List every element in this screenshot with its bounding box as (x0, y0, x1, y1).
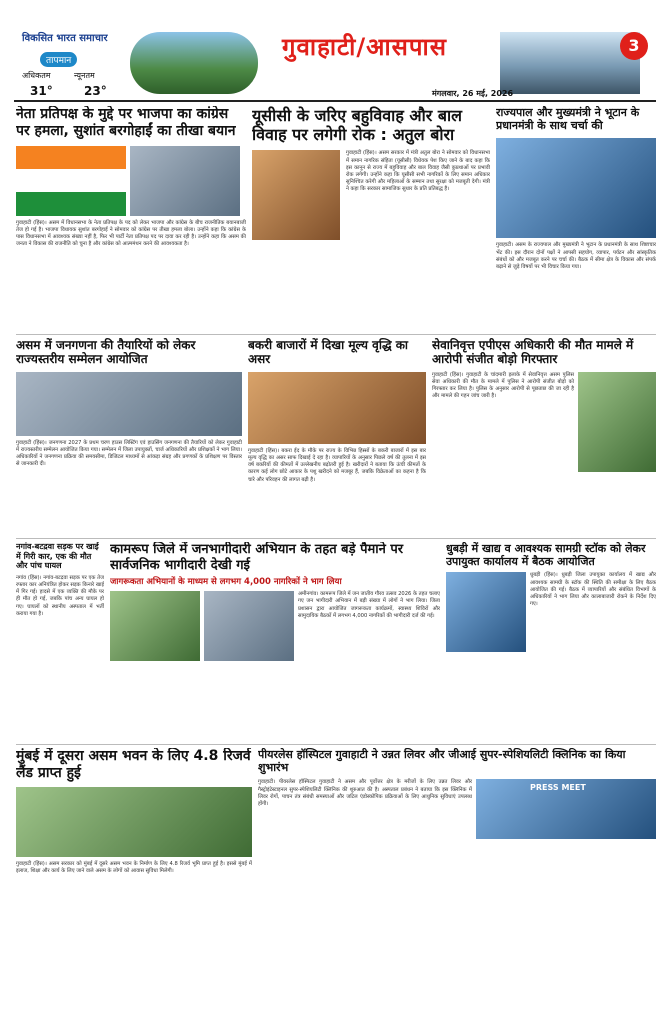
story-body: गुवाहाटी (हिंस)। असम सरकार को मुंबई में दूसरे असम भवन के निर्माण के लिए 4.8 रिजर्व भूमि प्राप्त हुई है। इससे मुंबई में इलाज, शिक्षा और कार्य के लिए जाने वाले असम के लोगों को आवास सुविधा मिलेगी। (16, 860, 252, 874)
campaign-photo (204, 591, 294, 661)
headline: नेता प्रतिपक्ष के मुद्दे पर भाजपा का कांग्रेस पर हमला, सुशांत बरगोहाईं का तीखा बयान (16, 106, 236, 139)
headline: धुबड़ी में खाद्य व आवश्यक सामग्री स्टॉक को लेकर उपायुक्त कार्यालय में बैठक आयोजित (446, 542, 646, 569)
story-body: गुवाहाटी (हिंस)। जनगणना 2027 के प्रथम चरण हाउस लिस्टिंग एवं हाउसिंग जनगणना की तैयारियों को लेकर गुवाहाटी में राज्यस्तरीय सम्मेलन आयोजित किया गया। सम्मेलन में जिला उपायुक्तों, चार्ज अधिकारियों और प्रशिक्षकों ने भाग लिया। अधिकारियों ने जनगणना प्रक्रिया की समयसीमा, डिजिटल माध्यमों से आंकड़ा संग्रह और प्रगणकों के प्रशिक्षण पर विस्तार से जानकारी दी। (16, 439, 242, 468)
subheadline: जागरूकता अभियानों के माध्यम से लगभग 4,000 नागरिकों ने भाग लिया (110, 577, 342, 588)
story-census (16, 338, 242, 534)
masthead-rule (14, 100, 656, 102)
story-assam-bhawan (16, 748, 252, 1018)
story-peerless-clinic (258, 748, 656, 1018)
page-number: 3 (620, 32, 648, 60)
campaign-photo (110, 591, 200, 661)
headline: पीयरलेस हॉस्पिटल गुवाहाटी ने उन्नत लिवर और जीआई सुपर-स्पेशियलिटी क्लिनिक का किया शुभारंभ (258, 748, 626, 775)
headline: यूसीसी के जरिए बहुविवाह और बाल विवाह पर लगेगी रोक : अतुल बोरा (252, 106, 462, 145)
page-title: गुवाहाटी/आसपास (282, 33, 447, 61)
story-goat-market (248, 338, 426, 534)
meeting-photo (446, 572, 526, 652)
story-body: गुवाहाटी। पीयरलेस हॉस्पिटल गुवाहाटी ने असम और पूर्वोत्तर क्षेत्र के मरीजों के लिए उन्नत लिवर और गैस्ट्रोइंटेस्टाइनल सुपर-स्पेशियलिटी क्लिनिक की शुरुआत की है। अस्पताल प्रबंधन ने बताया कि इस क्लिनिक में लिवर रोगों, पाचन तंत्र संबंधी समस्याओं और जटिल एंडोस्कोपिक प्रक्रियाओं के लिए आधुनिक सुविधाएं उपलब्ध होंगी। (258, 779, 472, 807)
divider (16, 538, 656, 539)
max-temp-label: अधिकतम (22, 71, 51, 80)
weather-box (22, 52, 122, 96)
story-body: धुबड़ी (हिंस)। धुबड़ी जिला उपायुक्त कार्यालय में खाद्य और आवश्यक सामग्री के स्टॉक की स्थिति की समीक्षा के लिए बैठक आयोजित की गई। बैठक में व्यापारियों और संबंधित विभागों के अधिकारियों ने भाग लिया और कालाबाजारी रोकने के निर्देश दिए गए। (530, 572, 656, 608)
divider (16, 744, 656, 745)
story-body: गुवाहाटी (हिंस)। असम सरकार में मंत्री अतुल बोरा ने सोमवार को विधानसभा में समान नागरिक संहिता (यूसीसी) विधेयक पेश किए जाने के बाद कहा कि इस कानून से राज्य में बहुविवाह और बाल विवाह जैसी कुप्रथाओं पर प्रभावी रोक लगेगी। उन्होंने कहा कि यूसीसी सभी नागरिकों के लिए समान अधिकार सुनिश्चित करेगी और महिलाओं के सम्मान तथा सुरक्षा को मजबूती देगी। मंत्री ने कहा कि सरकार सामाजिक सुधार के प्रति प्रतिबद्ध है। (346, 150, 490, 193)
story-photo (130, 146, 240, 216)
headline: राज्यपाल और मुख्यमंत्री ने भूटान के प्रधानमंत्री के साथ चर्चा की (496, 106, 640, 133)
headline: बकरी बाजारों में दिखा मूल्य वृद्धि का असर (248, 338, 409, 367)
masthead (0, 0, 670, 100)
story-ucc (252, 106, 490, 332)
weather-label: तापमान (40, 52, 77, 67)
story-kamrup-campaign (110, 542, 440, 740)
conference-photo (16, 372, 242, 436)
story-dhubri-meeting (446, 542, 656, 740)
min-temp-label: न्यूनतम (74, 71, 95, 80)
headline: असम में जनगणना की तैयारियों को लेकर राज्यस्तरीय सम्मेलन आयोजित (16, 338, 196, 367)
story-aps-officer (432, 338, 656, 534)
min-temp: 23° (84, 84, 107, 98)
press-meet-label: PRESS MEET (530, 783, 586, 793)
accused-photo (578, 372, 656, 472)
story-body: गुवाहाटी (हिंस)। असम में विधानसभा के नेता प्रतिपक्ष के पद को लेकर भाजपा और कांग्रेस के बीच राजनीतिक बयानबाजी तेज हो गई है। भाजपा विधायक सुशांत बरगोहाईं ने सोमवार को कांग्रेस पर तीखा हमला बोला। उन्होंने कहा कि कांग्रेस के पास विधानसभा में आवश्यक संख्या नहीं है, फिर भी पार्टी नेता प्रतिपक्ष पद पर दावा कर रही है। उन्होंने कहा कि असम की जनता ने विकास की राजनीति को चुना है और कांग्रेस को आत्ममंथन करने की आवश्यकता है। (16, 219, 246, 248)
divider (16, 334, 656, 335)
headline: मुंबई में दूसरा असम भवन के लिए 4.8 रिजर्व लैंड प्राप्त हुई (16, 748, 251, 781)
headline: नगांव-बटद्रवा सड़क पर खाई में गिरी कार, एक की मौत और पांच घायल (16, 542, 99, 571)
story-body: गुवाहाटी (हिंस)। बकरा ईद के मौके पर राज्य के विभिन्न हिस्सों के बकरी बाजारों में इस बार मूल्य वृद्धि का असर साफ दिखाई दे रहा है। व्यापारियों के अनुसार पिछले वर्ष की तुलना में इस वर्ष बकरियों की कीमतों में उल्लेखनीय बढ़ोतरी हुई है। खरीदारों ने बताया कि ऊंची कीमतों के कारण कई लोग छोटे आकार के पशु खरीदने को मजबूर हैं, जबकि विक्रेताओं का कहना है कि चारे और परिवहन की लागत बढ़ी है। (248, 447, 426, 483)
story-body: नगांव (हिंस)। नगांव-बटद्रवा सड़क पर एक तेज रफ्तार कार अनियंत्रित होकर सड़क किनारे खाई में गिर गई। हादसे में एक व्यक्ति की मौके पर ही मौत हो गई, जबकि पांच अन्य घायल हो गए। घायलों को स्थानीय अस्पताल में भर्ती कराया गया है। (16, 574, 104, 617)
headline: सेवानिवृत्त एपीएस अधिकारी की मौत मामले में आरोपी संजीत बोड़ो गिरफ्तार (432, 338, 634, 367)
land-photo (16, 787, 252, 857)
issue-date: मंगलवार, 26 मई, 2026 (432, 89, 514, 98)
story-road-accident (16, 542, 104, 740)
story-body: अमीनगांव। कामरूप जिले में जन जातीय गौरव उत्सव 2026 के तहत चलाए गए जन भागीदारी अभियान में बड़ी संख्या में लोगों ने भाग लिया। जिला प्रशासन द्वारा आयोजित जागरूकता कार्यक्रमों, स्वास्थ्य शिविरों और सामुदायिक बैठकों में लगभग 4,000 नागरिकों की भागीदारी दर्ज की गई। (298, 591, 440, 619)
story-body: गुवाहाटी (हिंस)। गुवाहाटी के चांदमारी इलाके में सेवानिवृत्त असम पुलिस सेवा अधिकारी की मौत के मामले में पुलिस ने आरोपी संजीत बोड़ो को गिरफ्तार कर लिया है। पुलिस के अनुसार आरोपी से पूछताछ की जा रही है और मामले की गहन जांच जारी है। (432, 371, 574, 400)
story-opposition-leader (16, 106, 246, 332)
minister-photo (252, 150, 340, 240)
city-photo (130, 32, 258, 94)
bridge-photo (500, 32, 640, 94)
story-bhutan-pm (496, 106, 656, 332)
meeting-photo (496, 138, 656, 238)
market-photo (248, 372, 426, 444)
max-temp: 31° (30, 84, 53, 98)
headline: कामरूप जिले में जनभागीदारी अभियान के तहत बड़े पैमाने पर सार्वजनिक भागीदारी देखी गई (110, 542, 404, 573)
press-meet-photo (476, 779, 656, 839)
brand-name: विकसित भारत समाचार (22, 33, 108, 44)
story-photo (16, 146, 126, 216)
story-body: गुवाहाटी। असम के राज्यपाल और मुख्यमंत्री ने भूटान के प्रधानमंत्री के साथ शिष्टाचार भेंट की। इस दौरान दोनों पक्षों ने आपसी सहयोग, व्यापार, पर्यटन और सांस्कृतिक संबंधों को और मजबूत करने पर चर्चा की। बैठक में सीमा क्षेत्र के विकास और संपर्क बढ़ाने से जुड़े विषयों पर भी विचार किया गया। (496, 242, 656, 270)
